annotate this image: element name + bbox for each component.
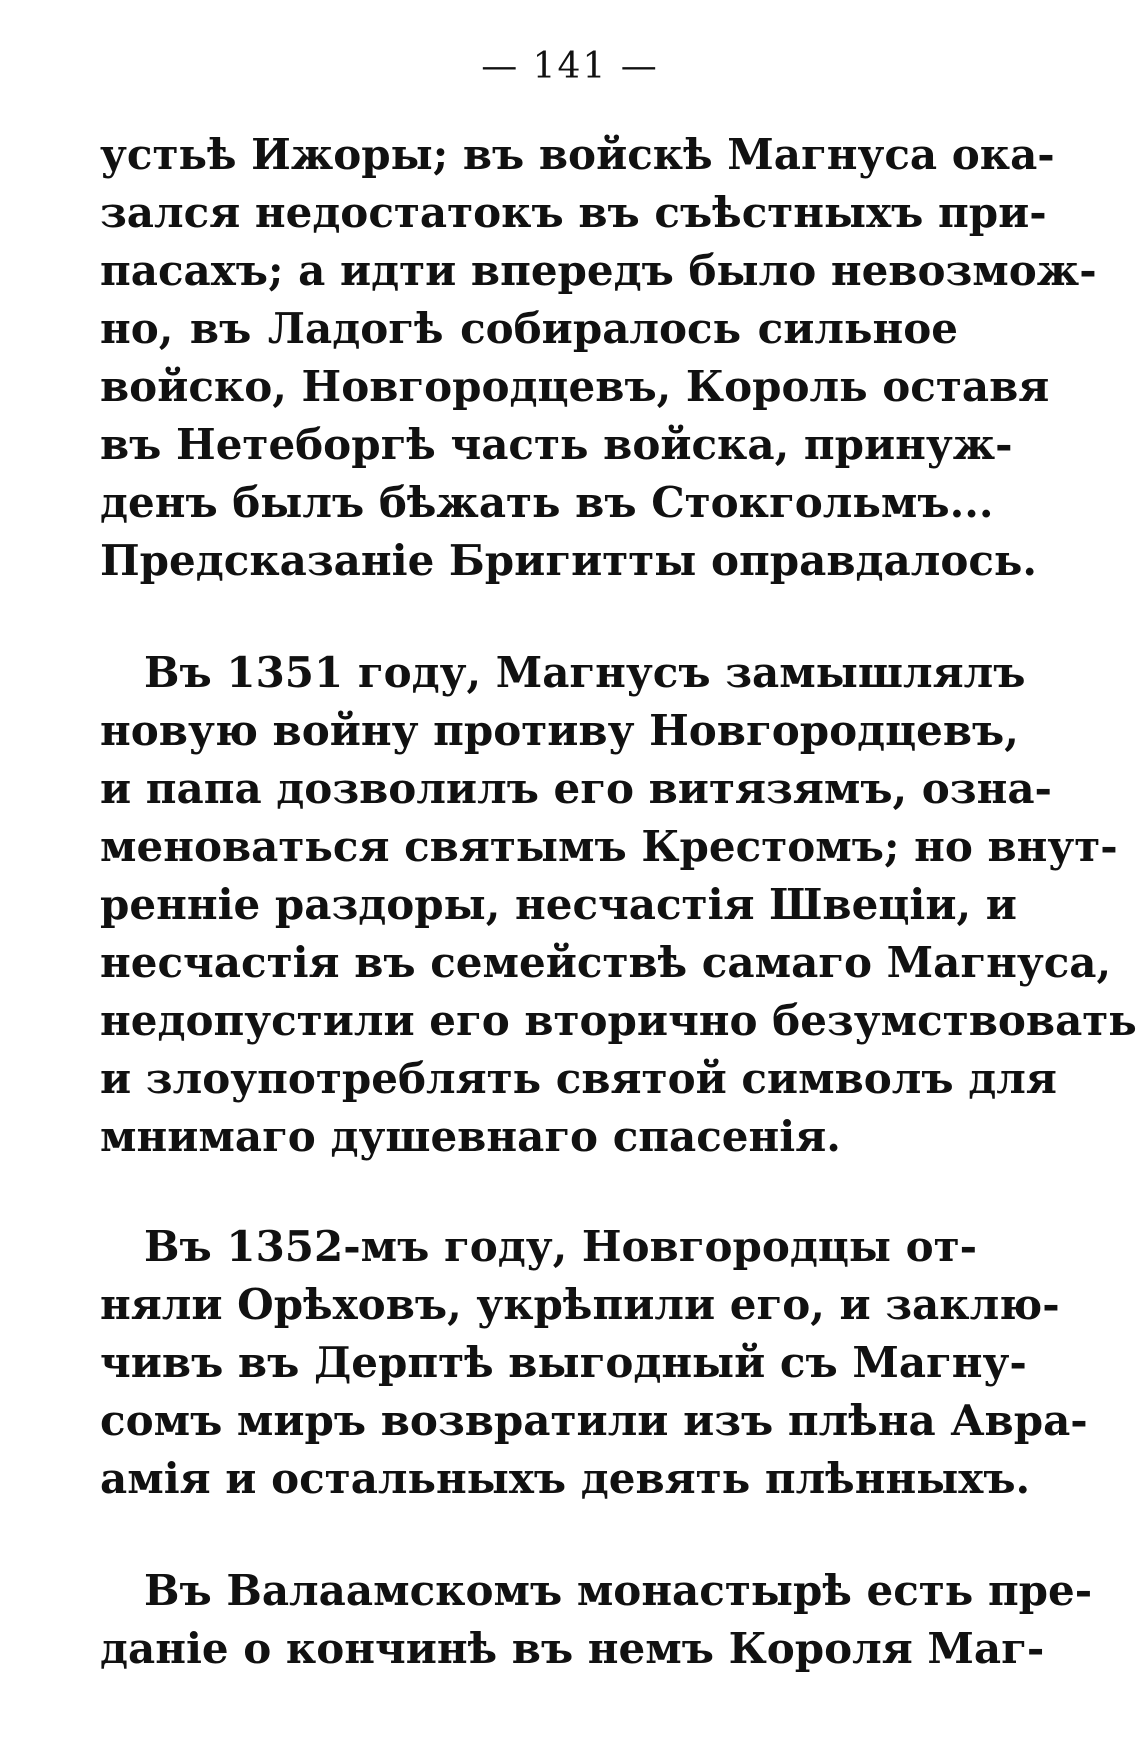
text-line: даніе о кончинѣ въ немъ Короля Маг- bbox=[100, 1624, 1045, 1673]
text-line: ренніе раздоры, несчастія Швеціи, и bbox=[100, 880, 1017, 929]
text-line: устьѣ Ижоры; въ войскѣ Магнуса ока- bbox=[100, 130, 1055, 179]
text-line: войско, Новгородцевъ, Король оставя bbox=[100, 362, 1050, 411]
text-line: няли Орѣховъ, укрѣпили его, и заклю- bbox=[100, 1280, 1060, 1329]
text-line: Въ 1352-мъ году, Новгородцы от- bbox=[144, 1222, 978, 1271]
text-line: зался недостатокъ въ съѣстныхъ при- bbox=[100, 188, 1047, 237]
text-line: и злоупотреблять святой символъ для bbox=[100, 1054, 1057, 1103]
text-line: меноваться святымъ Крестомъ; но внут- bbox=[100, 822, 1118, 871]
text-line: въ Нетеборгѣ часть войска, принуж- bbox=[100, 420, 1013, 469]
text-line: Предсказаніе Бригитты оправдалось. bbox=[100, 536, 1038, 585]
text-line: чивъ въ Дерптѣ выгодный съ Магну- bbox=[100, 1338, 1027, 1387]
text-line: но, въ Ладогѣ собиралось сильное bbox=[100, 304, 958, 353]
paragraph-1 bbox=[100, 126, 1097, 590]
text-line: мнимаго душевнаго спасенія. bbox=[100, 1112, 841, 1161]
text-line: амія и остальныхъ девять плѣнныхъ. bbox=[100, 1454, 1031, 1503]
text-line: недопустили его вторично безумствовать bbox=[100, 996, 1137, 1045]
text-line: Въ Валаамскомъ монастырѣ есть пре- bbox=[144, 1566, 1093, 1615]
text-line: и папа дозволилъ его витязямъ, озна- bbox=[100, 764, 1052, 813]
page-number: — 141 — bbox=[481, 46, 659, 87]
text-line: сомъ миръ возвратили изъ плѣна Авра- bbox=[100, 1396, 1088, 1445]
text-line: несчастія въ семействѣ самаго Магнуса, bbox=[100, 938, 1112, 987]
paragraph-4 bbox=[100, 1562, 1093, 1678]
text-line: новую войну противу Новгородцевъ, bbox=[100, 706, 1019, 755]
paragraph-2 bbox=[100, 644, 1137, 1166]
text-line: Въ 1351 году, Магнусъ замышлялъ bbox=[144, 648, 1026, 697]
text-line: пасахъ; а идти впередъ было невозмож- bbox=[100, 246, 1097, 295]
text-line: денъ былъ бѣжать въ Стокгольмъ... bbox=[100, 478, 994, 527]
paragraph-3 bbox=[100, 1218, 1088, 1508]
